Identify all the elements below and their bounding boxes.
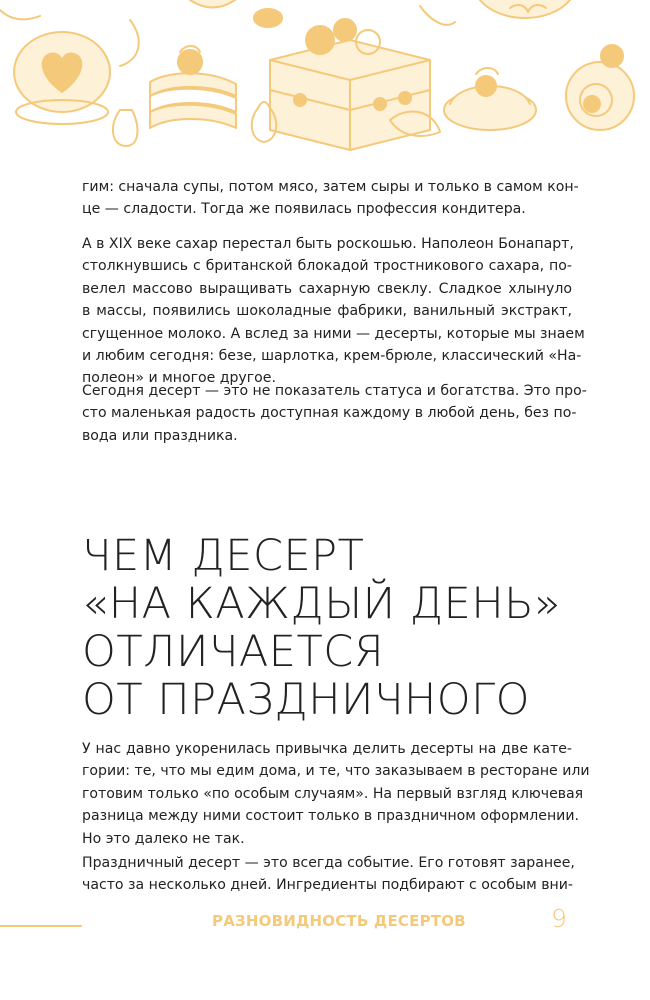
text-line: А в XIX веке сахар перестал быть роскошью. Наполеон Бонапарт, xyxy=(82,236,574,252)
text-line: вода или праздника. xyxy=(82,427,238,444)
heading-line: ОТ ПРАЗДНИЧНОГО xyxy=(82,675,530,725)
text-line: велел массово выращивать сахарную свеклу. Сладкое хлынуло xyxy=(82,280,572,297)
body-paragraph xyxy=(82,233,585,390)
section-heading xyxy=(82,532,582,724)
dessert-illustration-icon xyxy=(0,0,650,160)
body-paragraph xyxy=(82,380,587,447)
layered-cake-icon xyxy=(270,19,430,150)
roll-cake-icon xyxy=(566,45,634,130)
text-line: столкнувшись с британской блокадой тростникового сахара, по- xyxy=(82,258,572,275)
heading-line: «НА КАЖДЫЙ ДЕНЬ» xyxy=(82,579,561,629)
running-footer-title: РАЗНОВИДНОСТЬ ДЕСЕРТОВ xyxy=(212,912,466,930)
text-line: готовим только «по особым случаям». На первый взгляд ключевая xyxy=(82,785,584,802)
body-paragraph xyxy=(82,852,575,897)
text-line: У нас давно укоренилась привычка делить десерты на две кате- xyxy=(82,741,572,757)
text-line: разница между ними состоит только в праздничном оформлении. xyxy=(82,808,579,825)
fruit-tart-icon xyxy=(444,68,536,130)
text-line: гории: те, что мы едим дома, и те, что заказываем в ресторане или xyxy=(82,763,590,780)
text-line: Сегодня десерт — это не показатель статуса и богатства. Это про- xyxy=(82,383,587,399)
body-paragraph xyxy=(82,176,579,221)
text-line: часто за несколько дней. Ингредиенты подбирают с особым вни- xyxy=(82,877,573,894)
text-line: це — сладости. Тогда же появилась профессия кондитера. xyxy=(82,201,526,218)
napoleon-cake-icon xyxy=(150,46,236,128)
text-line: в массы, появились шоколадные фабрики, ванильный экстракт, xyxy=(82,303,572,320)
text-line: Но это далеко не так. xyxy=(82,830,245,847)
heading-line: ОТЛИЧАЕТСЯ xyxy=(82,627,385,677)
footer-divider xyxy=(0,925,82,927)
text-line: и любим сегодня: безе, шарлотка, крем-брюле, классический «На- xyxy=(82,348,582,365)
text-line: полеон» и многое другое. xyxy=(82,370,276,387)
heart-cookie-icon xyxy=(14,32,110,124)
text-line: сто маленькая радость доступная каждому в любой день, без по- xyxy=(82,405,577,422)
heading-line: ЧЕМ ДЕСЕРТ xyxy=(82,531,365,581)
text-line: гим: сначала супы, потом мясо, затем сыры и только в самом кон- xyxy=(82,179,579,195)
text-line: Праздничный десерт — это всегда событие. Его готовят заранее, xyxy=(82,855,575,871)
page-number: 9 xyxy=(551,904,567,933)
text-line: сгущенное молоко. А вслед за ними — десерты, которые мы знаем xyxy=(82,325,585,342)
body-paragraph xyxy=(82,738,590,850)
